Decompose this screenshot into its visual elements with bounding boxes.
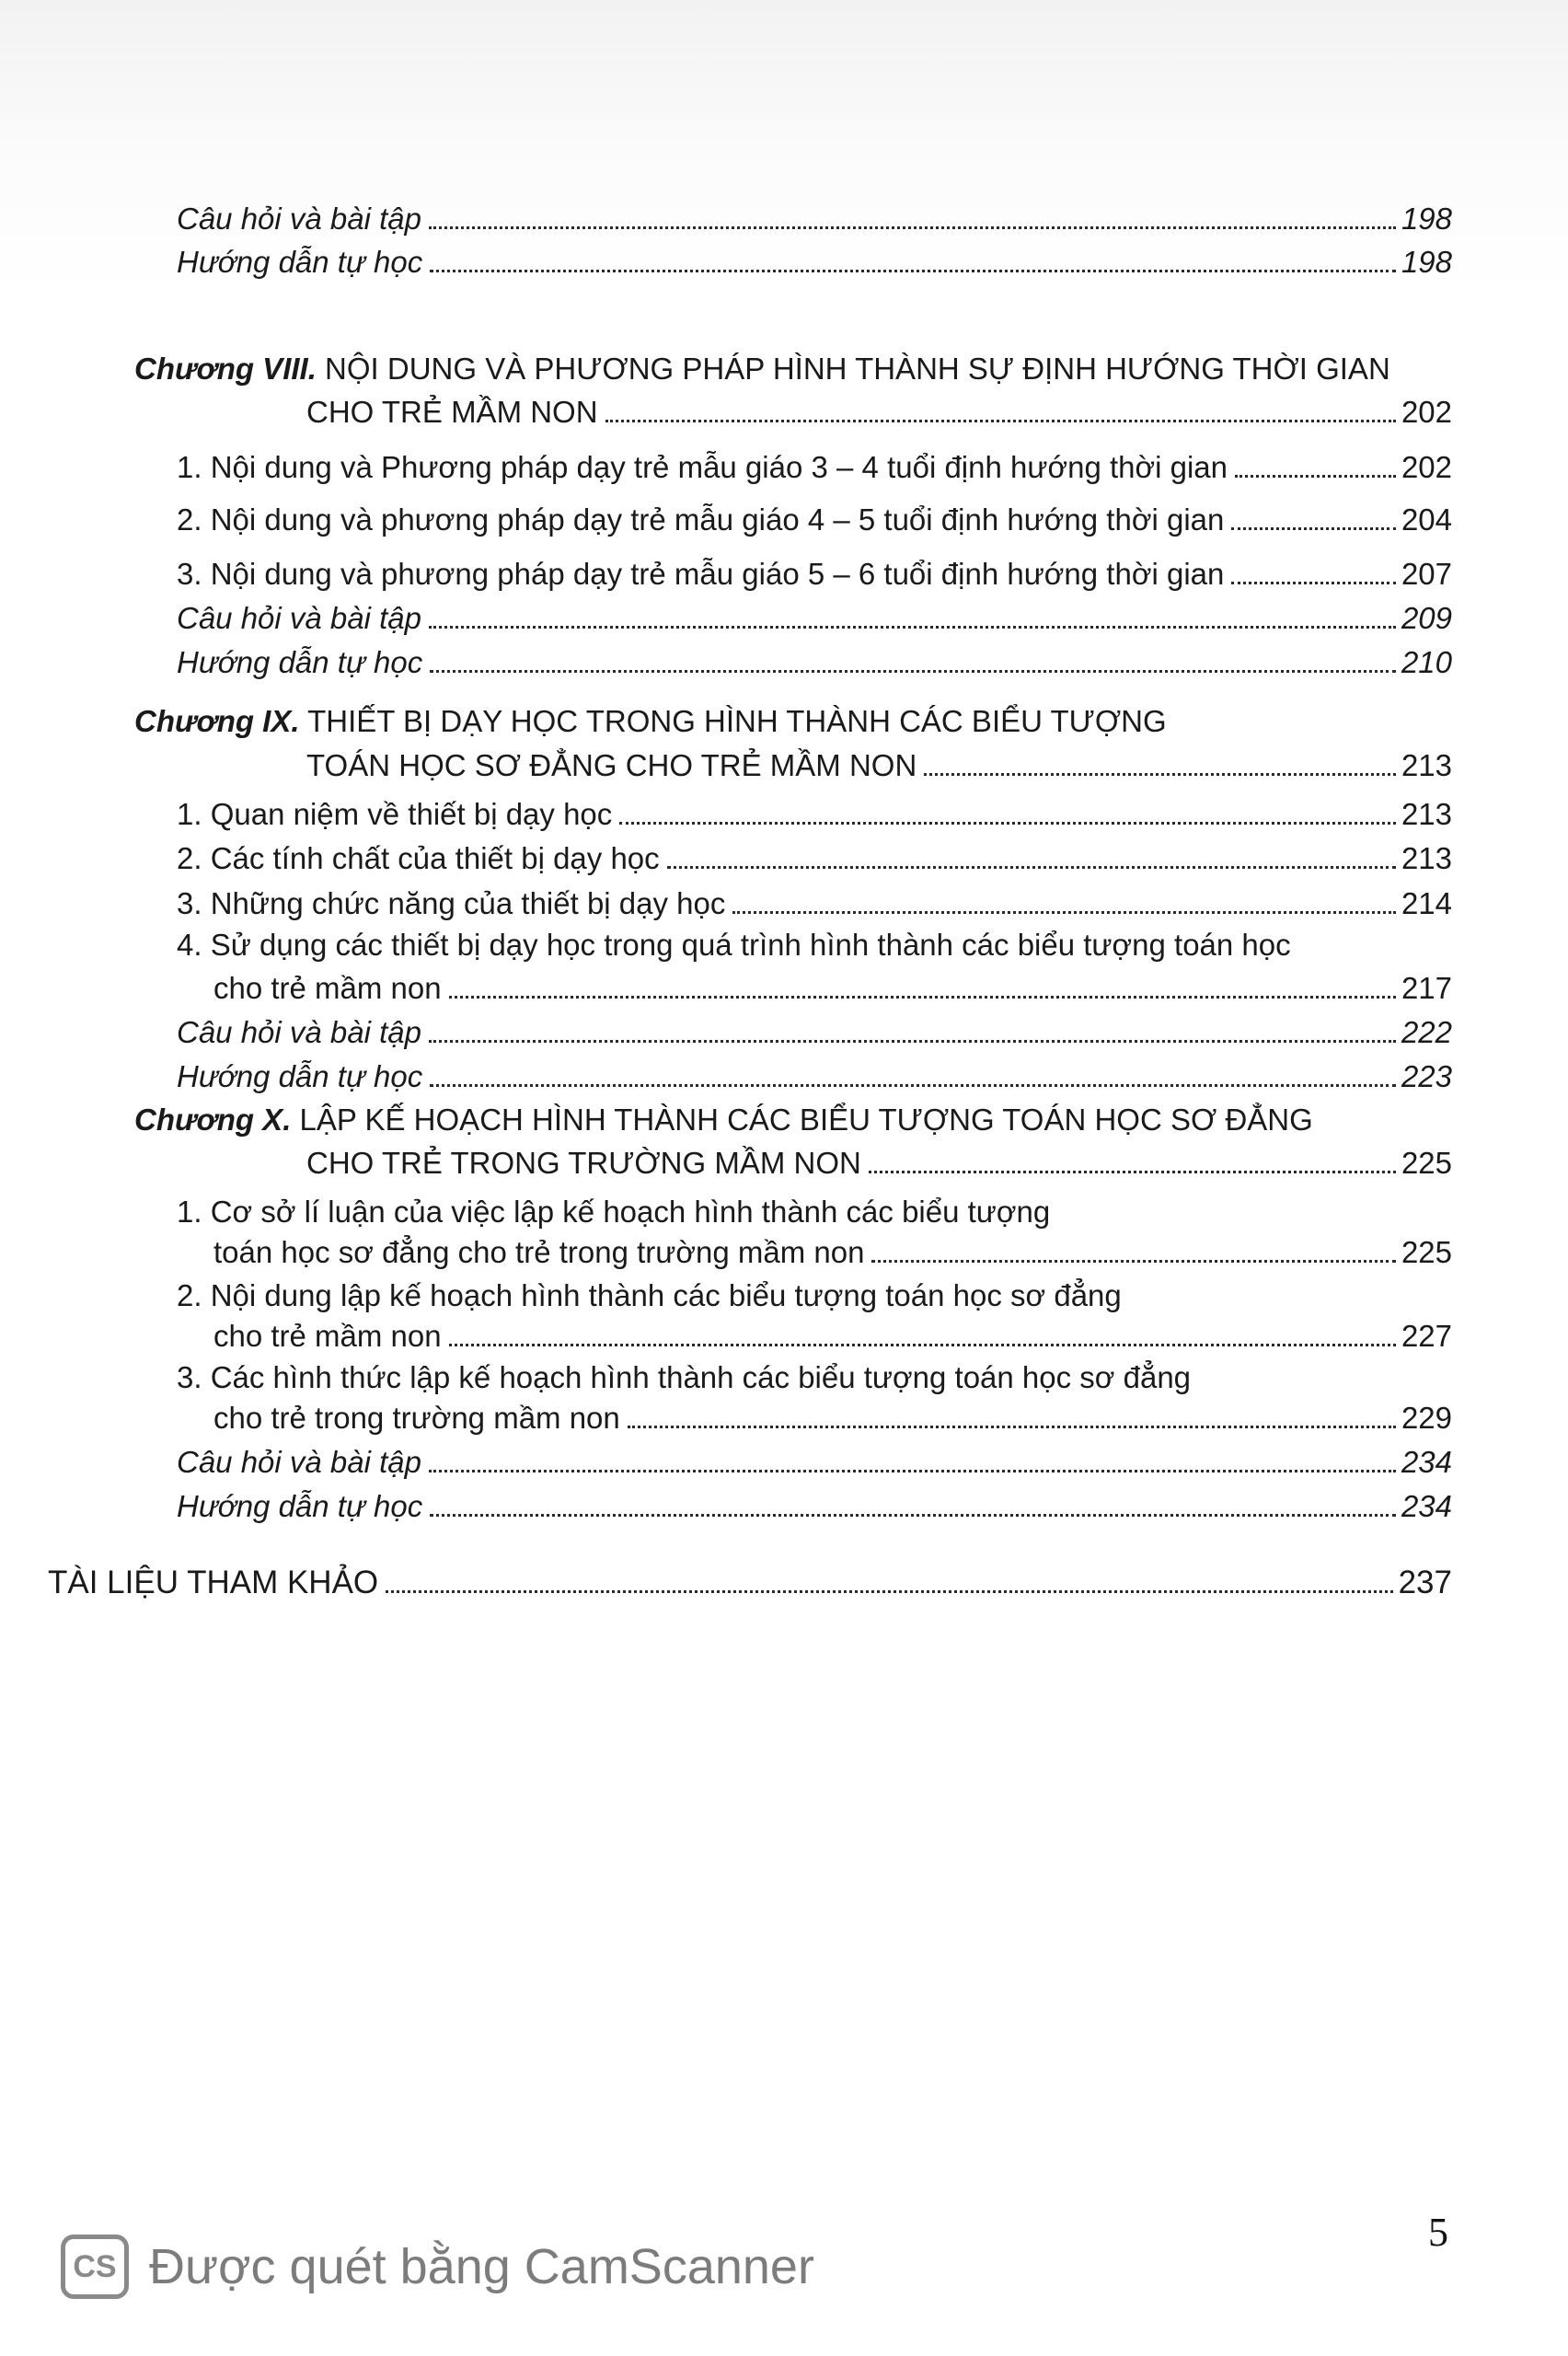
toc-entry-questions [177, 600, 1452, 637]
dot-leader [429, 1039, 1396, 1043]
dot-leader [429, 625, 1396, 629]
chapter-10-title [134, 1102, 1313, 1138]
dot-leader [1231, 581, 1396, 584]
toc-entry [177, 449, 1452, 486]
toc-page-number: 237 [1398, 1565, 1452, 1600]
toc-entry-label: 2. Các tính chất của thiết bị dạy học [177, 841, 660, 875]
toc-entry-label: 1. Nội dung và Phương pháp dạy trẻ mẫu giáo 3 – 4 tuổi định hướng thời gian [177, 450, 1228, 484]
toc-entry-label: 1. Quan niệm về thiết bị dạy học [177, 797, 613, 831]
toc-page-number: 225 [1401, 1235, 1452, 1269]
toc-entry-label: Câu hỏi và bài tập [177, 1015, 422, 1049]
dot-leader [386, 1589, 1392, 1593]
toc-page-number: 202 [1401, 395, 1452, 429]
camscanner-watermark [61, 2230, 814, 2304]
toc-page-number: 213 [1401, 748, 1452, 782]
toc-entry [213, 1400, 1452, 1437]
dot-leader [732, 910, 1396, 914]
toc-entry-label: toán học sơ đẳng cho trẻ trong trường mầm non [213, 1235, 865, 1269]
chapter-title-line2: CHO TRẺ TRONG TRƯỜNG MẦM NON [306, 1146, 861, 1180]
toc-entry-line1 [177, 927, 1291, 964]
toc-page-number: 202 [1401, 450, 1452, 484]
toc-page-number: 223 [1401, 1059, 1452, 1093]
dot-leader [449, 1343, 1396, 1346]
toc-page-number: 207 [1401, 557, 1452, 591]
toc-page-number: 222 [1401, 1015, 1452, 1049]
toc-entry-label: cho trẻ mầm non [213, 1319, 442, 1353]
chapter-title-line2: TOÁN HỌC SƠ ĐẲNG CHO TRẺ MẦM NON [306, 748, 917, 782]
chapter-title-line1: NỘI DUNG VÀ PHƯƠNG PHÁP HÌNH THÀNH SỰ ĐỊNH HƯỚNG THỜI GIAN [325, 352, 1390, 386]
toc-entry-references [48, 1565, 1452, 1601]
toc-entry-label: 2. Nội dung và phương pháp dạy trẻ mẫu giáo 4 – 5 tuổi định hướng thời gian [177, 502, 1225, 537]
toc-page-number: 214 [1401, 886, 1452, 920]
dot-leader [430, 269, 1396, 272]
toc-page-number: 204 [1401, 502, 1452, 537]
toc-entry-label: Hướng dẫn tự học [177, 645, 423, 679]
dot-leader [429, 1469, 1396, 1472]
toc-page-number: 217 [1401, 971, 1452, 1005]
dot-leader [430, 1083, 1396, 1087]
toc-page-number: 198 [1401, 245, 1452, 279]
toc-entry-label: Câu hỏi và bài tập [177, 601, 422, 635]
dot-leader [1235, 474, 1396, 478]
toc-entry-label: Hướng dẫn tự học [177, 1489, 423, 1523]
toc-entry-label: cho trẻ mầm non [213, 971, 442, 1005]
toc-entry [213, 1318, 1452, 1355]
dot-leader [449, 995, 1396, 999]
toc-entry [213, 970, 1452, 1007]
toc-entry-label: 3. Những chức năng của thiết bị dạy học [177, 886, 726, 920]
chapter-title-line1: THIẾT BỊ DẠY HỌC TRONG HÌNH THÀNH CÁC BIỂU TƯỢNG [307, 704, 1167, 738]
toc-page-number: 198 [1401, 202, 1452, 236]
page-number: 5 [1428, 2210, 1448, 2255]
chapter-title-line2: CHO TRẺ MẦM NON [306, 395, 598, 429]
toc-entry [177, 885, 1452, 922]
toc-entry-line1 [177, 1359, 1191, 1396]
dot-leader [924, 772, 1396, 776]
toc-entry [177, 796, 1452, 833]
chapter-title-line1: LẬP KẾ HOẠCH HÌNH THÀNH CÁC BIỂU TƯỢNG TOÁN HỌC SƠ ĐẲNG [299, 1103, 1313, 1137]
chapter-9-title [134, 703, 1167, 740]
dot-leader [1231, 526, 1396, 530]
toc-entry-label: 2. Nội dung lập kế hoạch hình thành các biểu tượng toán học sơ đẳng [177, 1278, 1122, 1312]
chapter-8-title-line2 [306, 394, 1452, 431]
toc-entry [213, 1234, 1452, 1271]
dot-leader [628, 1425, 1396, 1428]
toc-page-number: 234 [1401, 1489, 1452, 1523]
toc-entry-questions [177, 1014, 1452, 1051]
toc-entry-label: cho trẻ trong trường mầm non [213, 1401, 620, 1435]
toc-entry-label: Câu hỏi và bài tập [177, 1445, 422, 1479]
chapter-label: Chương IX. [134, 704, 300, 738]
toc-page-number: 210 [1401, 645, 1452, 679]
toc-entry-questions [177, 1444, 1452, 1481]
toc-entry [177, 502, 1452, 538]
toc-entry [177, 840, 1452, 877]
dot-leader [430, 669, 1396, 673]
toc-entry-label: Hướng dẫn tự học [177, 1059, 423, 1093]
toc-entry [177, 556, 1452, 593]
chapter-label: Chương X. [134, 1103, 292, 1137]
toc-entry-label: TÀI LIỆU THAM KHẢO [48, 1565, 379, 1600]
watermark-text: Được quét bằng CamScanner [149, 2239, 814, 2294]
dot-leader [619, 821, 1396, 825]
dot-leader [605, 419, 1396, 422]
toc-entry-guide [177, 644, 1452, 681]
dot-leader [871, 1259, 1396, 1263]
toc-entry-label: 3. Các hình thức lập kế hoạch hình thành các biểu tượng toán học sơ đẳng [177, 1360, 1192, 1394]
chapter-8-title [134, 351, 1390, 387]
toc-page-number: 213 [1401, 841, 1452, 875]
toc-page-number: 229 [1401, 1401, 1452, 1435]
toc-entry-guide [177, 1488, 1452, 1525]
toc-entry-line1 [177, 1194, 1050, 1230]
toc-entry-label: 1. Cơ sở lí luận của việc lập kế hoạch hình thành các biểu tượng [177, 1195, 1051, 1229]
chapter-10-title-line2 [306, 1145, 1452, 1182]
toc-entry-label: Câu hỏi và bài tập [177, 202, 422, 236]
toc-entry-label: 4. Sử dụng các thiết bị dạy học trong quá trình hình thành các biểu tượng toán học [177, 928, 1291, 962]
toc-entry-guide [177, 244, 1452, 281]
toc-entry-label: 3. Nội dung và phương pháp dạy trẻ mẫu giáo 5 – 6 tuổi định hướng thời gian [177, 557, 1225, 591]
camscanner-logo-icon: CS [61, 2235, 129, 2299]
chapter-label: Chương VIII. [134, 352, 317, 386]
toc-entry-line1 [177, 1277, 1122, 1314]
dot-leader [429, 225, 1396, 229]
dot-leader [869, 1170, 1396, 1173]
toc-page-number: 234 [1401, 1445, 1452, 1479]
toc-page-number: 213 [1401, 797, 1452, 831]
toc-entry-label: Hướng dẫn tự học [177, 245, 423, 279]
toc-entry-guide [177, 1058, 1452, 1095]
toc-page-number: 209 [1401, 601, 1452, 635]
chapter-9-title-line2 [306, 747, 1452, 784]
toc-page-number: 227 [1401, 1319, 1452, 1353]
dot-leader [667, 865, 1396, 869]
dot-leader [430, 1513, 1396, 1517]
toc-entry-questions [177, 201, 1452, 237]
toc-page-number: 225 [1401, 1146, 1452, 1180]
